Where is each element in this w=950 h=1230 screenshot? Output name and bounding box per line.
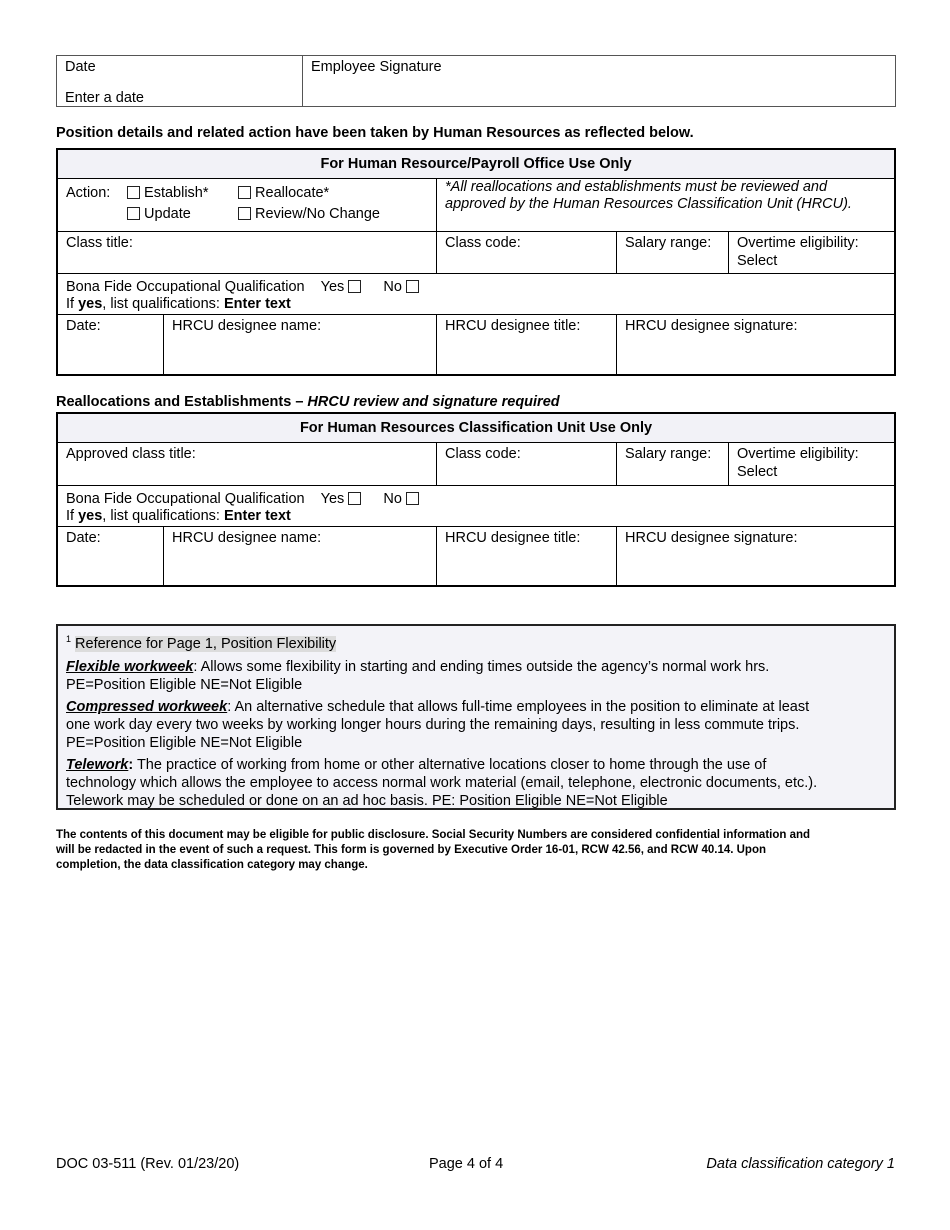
section2-intro-plain: Reallocations and Establishments – [56, 394, 308, 410]
footnote-mark: 1 [66, 634, 72, 644]
bfoq-label-s2: Bona Fide Occupational Qualification [66, 491, 305, 507]
compressed-workweek-line2: one work day every two weeks by working longer hours during the remaining days, resulting in less commute trips. [66, 716, 800, 733]
if-prefix: If [66, 296, 79, 312]
if-prefix-s2: If [66, 508, 79, 524]
overtime-select[interactable]: Select [737, 253, 778, 269]
if-yes: yes [78, 296, 103, 312]
bfoq-no-label-s2: No [383, 491, 402, 507]
bfoq-cell [58, 274, 894, 315]
telework-line2: technology which allows the employee to access normal work material (email, telephone, electronic documents, etc.). [66, 774, 818, 791]
review-no-change-label: Review/No Change [255, 206, 380, 222]
flexible-workweek-eligibility: PE=Position Eligible NE=Not Eligible [66, 676, 303, 693]
overtime-cell [729, 232, 894, 274]
class-title-label: Class title: [66, 235, 133, 251]
bfoq-yes-label-s2: Yes [320, 491, 345, 507]
date-signature-table [56, 55, 896, 107]
establish-label: Establish* [144, 185, 209, 201]
qualifications-input[interactable]: Enter text [224, 296, 291, 312]
approved-class-title-cell[interactable] [58, 443, 437, 486]
class-code-label: Class code: [445, 235, 521, 251]
designee-name-label-s1: HRCU designee name: [172, 318, 322, 334]
reference-title-line [66, 630, 886, 653]
bfoq-yes-label: Yes [320, 279, 345, 295]
class-code-label-s2: Class code: [445, 446, 521, 462]
bfoq-cell-s2 [58, 486, 894, 527]
telework-colon: : [128, 756, 134, 773]
review-no-change-checkbox[interactable] [238, 207, 251, 220]
review-no-change-option[interactable] [238, 205, 380, 223]
employee-signature-cell[interactable] [303, 56, 895, 106]
compressed-workweek-term: Compressed workweek [66, 698, 228, 715]
employee-signature-label: Employee Signature [311, 59, 442, 75]
designee-title-cell-s1[interactable] [437, 315, 617, 374]
footer-classification: Data classification category 1 [706, 1156, 895, 1172]
hrcu-header: For Human Resources Classification Unit Use Only [58, 414, 894, 443]
action-cell [58, 179, 437, 232]
flexible-workweek-block [66, 658, 886, 694]
section2-intro [56, 394, 560, 410]
designee-signature-cell-s1[interactable] [617, 315, 894, 374]
reallocation-note: *All reallocations and establishments must be reviewed and approved by the Human Resources Classification Unit (HRCU). [437, 179, 894, 232]
if-suffix-s2: , list qualifications: [102, 508, 220, 524]
telework-line3: Telework may be scheduled or done on an ad hoc basis. PE: Position Eligible NE=Not Eligible [66, 792, 668, 809]
position-flexibility-reference [56, 624, 896, 810]
class-code-cell-s2[interactable] [437, 443, 617, 486]
flexible-workweek-text: : Allows some flexibility in starting and ending times outside the agency’s normal work hrs. [193, 658, 770, 675]
date-input[interactable]: Enter a date [65, 90, 144, 106]
disclosure-line1: The contents of this document may be eligible for public disclosure. Social Security Numbers are considered confidential information and [56, 829, 811, 841]
reallocate-option[interactable] [238, 184, 329, 202]
footer-doc-id: DOC 03-511 (Rev. 01/23/20) [56, 1156, 240, 1172]
compressed-workweek-block [66, 698, 886, 752]
designee-signature-cell-s2[interactable] [617, 527, 894, 585]
update-label: Update [144, 206, 191, 222]
salary-range-cell[interactable] [617, 232, 729, 274]
compressed-workweek-text: : An alternative schedule that allows full-time employees in the position to eliminate at least [227, 698, 810, 715]
salary-range-label-s2: Salary range: [625, 446, 712, 462]
bfoq-no-label: No [383, 279, 402, 295]
overtime-select-s2[interactable]: Select [737, 464, 778, 480]
bfoq-yes-checkbox[interactable] [348, 280, 361, 293]
designee-name-cell-s1[interactable] [164, 315, 437, 374]
bfoq-yes-checkbox-s2[interactable] [348, 492, 361, 505]
compressed-workweek-eligibility: PE=Position Eligible NE=Not Eligible [66, 734, 303, 751]
approved-class-title-label: Approved class title: [66, 446, 196, 462]
overtime-label: Overtime eligibility: [737, 235, 859, 251]
if-suffix: , list qualifications: [102, 296, 220, 312]
designee-title-label-s1: HRCU designee title: [445, 318, 581, 334]
disclosure-line3: completion, the data classification category may change. [56, 859, 368, 871]
update-checkbox[interactable] [127, 207, 140, 220]
flexible-workweek-term: Flexible workweek [66, 658, 194, 675]
designee-signature-label-s2: HRCU designee signature: [625, 530, 798, 546]
reallocate-checkbox[interactable] [238, 186, 251, 199]
designee-name-label-s2: HRCU designee name: [172, 530, 322, 546]
overtime-cell-s2 [729, 443, 894, 486]
telework-term: Telework [66, 756, 129, 773]
establish-checkbox[interactable] [127, 186, 140, 199]
establish-option[interactable] [127, 184, 209, 202]
date-cell [57, 56, 303, 106]
class-title-cell[interactable] [58, 232, 437, 274]
bfoq-no-checkbox-s2[interactable] [406, 492, 419, 505]
salary-range-cell-s2[interactable] [617, 443, 729, 486]
reference-title: Reference for Page 1, Position Flexibility [75, 635, 337, 652]
bfoq-label: Bona Fide Occupational Qualification [66, 279, 305, 295]
date-label: Date [65, 59, 96, 75]
designee-signature-label-s1: HRCU designee signature: [625, 318, 798, 334]
overtime-label-s2: Overtime eligibility: [737, 446, 859, 462]
update-option[interactable] [127, 205, 191, 223]
salary-range-label: Salary range: [625, 235, 712, 251]
date-label-s1: Date: [66, 318, 101, 334]
disclosure-notice [56, 828, 896, 873]
hr-payroll-header: For Human Resource/Payroll Office Use Only [58, 150, 894, 179]
bfoq-no-checkbox[interactable] [406, 280, 419, 293]
telework-block [66, 756, 886, 810]
disclosure-line2: will be redacted in the event of such a request. This form is governed by Executive Order 16-01, RCW 42.56, and RCW 40.14. Upon [56, 844, 767, 856]
footer-page-number: Page 4 of 4 [429, 1156, 504, 1172]
hr-payroll-table [56, 148, 896, 376]
date-cell-s2[interactable] [58, 527, 164, 585]
if-yes-s2: yes [78, 508, 103, 524]
hrcu-table [56, 412, 896, 587]
designee-title-cell-s2[interactable] [437, 527, 617, 585]
action-label: Action: [66, 185, 111, 201]
date-label-s2: Date: [66, 530, 101, 546]
qualifications-input-s2[interactable]: Enter text [224, 508, 291, 524]
section1-intro: Position details and related action have been taken by Human Resources as reflected below. [56, 125, 694, 141]
section2-intro-italic: HRCU review and signature required [307, 394, 560, 410]
telework-text: The practice of working from home or other alternative locations closer to home through the use of [133, 756, 767, 773]
date-cell-s1[interactable] [58, 315, 164, 374]
designee-title-label-s2: HRCU designee title: [445, 530, 581, 546]
designee-name-cell-s2[interactable] [164, 527, 437, 585]
reallocate-label: Reallocate* [255, 185, 330, 201]
class-code-cell[interactable] [437, 232, 617, 274]
